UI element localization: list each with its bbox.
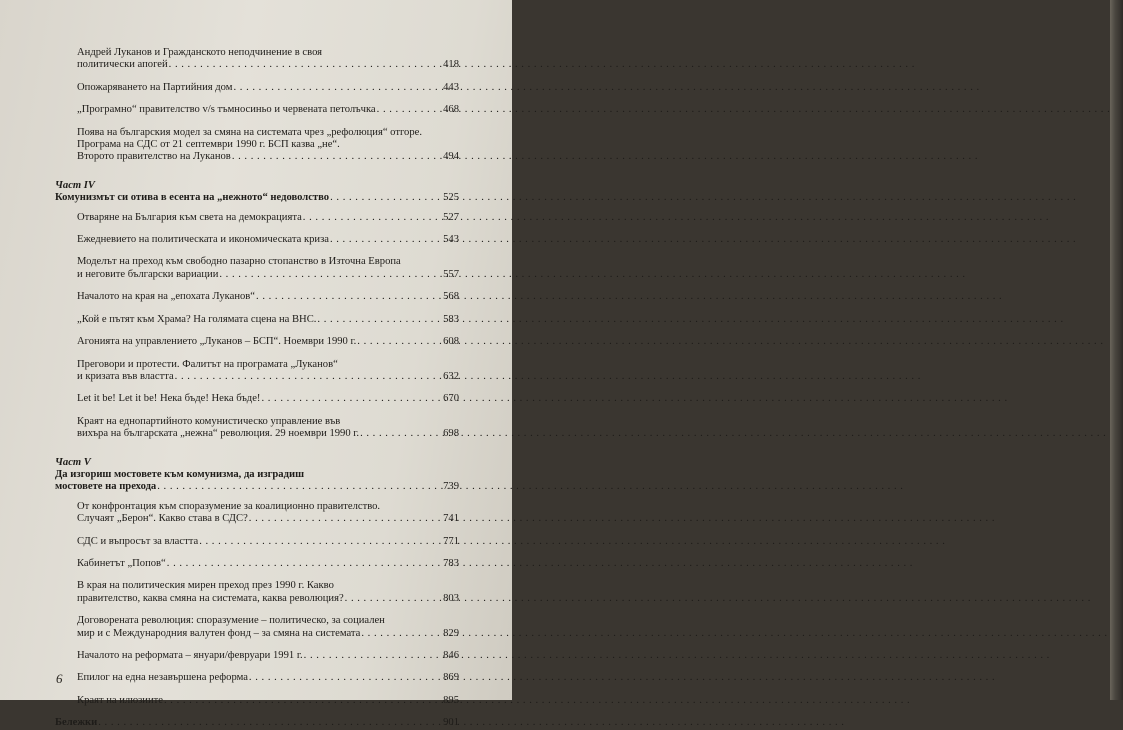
page-folio: 6 xyxy=(56,671,63,686)
toc-entry xyxy=(77,212,459,224)
dot-leader xyxy=(330,192,442,204)
entry-title: вихъра на българската „нежна“ революция. 29 ноември 1990 г. xyxy=(77,428,360,440)
entry-title: Кабинетът „Попов“ xyxy=(77,557,166,569)
page-number: 632 xyxy=(443,370,459,382)
book-spine-shadow xyxy=(1110,0,1123,700)
entry-title: политически апогей xyxy=(77,59,168,71)
toc-entry xyxy=(77,256,459,281)
page-number: 468 xyxy=(443,104,459,116)
part-title: мостовете на прехода xyxy=(55,481,157,493)
dot-leader xyxy=(317,314,442,326)
part-heading xyxy=(55,469,459,494)
notes-entry xyxy=(55,717,459,729)
page-number: 608 xyxy=(443,336,459,348)
dot-leader xyxy=(175,371,442,383)
part-heading xyxy=(55,192,459,204)
entry-text-line: От конфронтация към споразумение за коалиционно правителство. xyxy=(77,500,381,512)
part-label: Част V xyxy=(55,456,91,468)
entry-title: и неговите български вариации xyxy=(77,268,219,280)
page-number: 803 xyxy=(443,592,459,604)
entry-text-line: В края на политическия мирен преход през 1990 г. Какво xyxy=(77,580,334,592)
page-number: 525 xyxy=(443,192,459,204)
page-number: 698 xyxy=(443,428,459,440)
dot-leader xyxy=(164,695,442,707)
dot-leader xyxy=(157,481,442,493)
entry-title: Отваряне на България към света на демокрацията xyxy=(77,211,302,223)
dot-leader xyxy=(330,234,442,246)
entry-text-line: Договорената революция: споразумение – политическо, за социален xyxy=(77,615,385,627)
page-number: 568 xyxy=(443,291,459,303)
page-number: 846 xyxy=(443,650,459,661)
toc-entry xyxy=(77,580,459,605)
entry-text-line: Програма на СДС от 21 септември 1990 г. БСП казва „не“. xyxy=(77,139,340,151)
entry-title: Началото на реформата – януари/февруари 1991 г. xyxy=(77,650,303,661)
dot-leader xyxy=(98,717,442,729)
entry-title: Случаят „Берон“. Какво става в СДС? xyxy=(77,513,248,525)
entry-text-line: Поява на българския модел за смяна на системата чрез „рефолюция“ отгоре. xyxy=(77,126,422,138)
page-number: 771 xyxy=(443,535,459,547)
toc-entry xyxy=(77,615,459,640)
entry-title: „Програмно“ правителство v/s тъмносиньо и червената петолъчка xyxy=(77,104,376,116)
dot-leader xyxy=(249,672,442,684)
page-number: 829 xyxy=(443,627,459,639)
entry-title: Опожаряването на Партийния дом xyxy=(77,81,233,93)
toc-entry xyxy=(77,104,459,116)
dot-leader xyxy=(360,428,442,440)
page-number: 783 xyxy=(443,557,459,569)
page-number: 869 xyxy=(443,672,459,684)
entry-title: и кризата във властта xyxy=(77,370,174,382)
book-page xyxy=(0,0,512,729)
entry-text-line: Моделът на преход към свободно пазарно стопанство в Източна Европа xyxy=(77,256,401,268)
dot-leader xyxy=(199,536,442,548)
entry-title: Агонията на управлението „Луканов – БСП“. Ноември 1990 г. xyxy=(77,336,357,348)
part-title: Комунизмът си отива в есента на „нежното“ недоволство xyxy=(55,192,330,204)
toc-entry xyxy=(77,558,459,570)
entry-text-line: Преговори и протести. Фалитът на програмата „Луканов“ xyxy=(77,358,338,370)
page-number: 443 xyxy=(443,81,459,93)
entry-title: Началото на края на „епохата Луканов“ xyxy=(77,291,256,303)
entry-title: Краят на илюзиите xyxy=(77,694,163,706)
entry-text-line: Андрей Луканов и Гражданското неподчинение в своя xyxy=(77,47,323,58)
dot-leader xyxy=(304,650,442,662)
page-number: 901 xyxy=(443,717,459,729)
dot-leader xyxy=(233,82,442,94)
toc-entry xyxy=(77,536,459,548)
dot-leader xyxy=(261,393,442,405)
toc-entry xyxy=(77,359,459,384)
toc-entry xyxy=(77,695,459,707)
page-number: 670 xyxy=(443,393,459,405)
toc-entry xyxy=(77,47,459,72)
entry-title: Ежедневието на политическата и икономическата криза xyxy=(77,234,329,246)
dot-leader xyxy=(249,513,442,525)
toc-entry xyxy=(77,501,459,526)
dot-leader xyxy=(167,558,442,570)
dot-leader xyxy=(303,212,442,224)
page-number: 739 xyxy=(443,481,459,493)
entry-title: Епилог на една незавършена реформа xyxy=(77,672,248,684)
page-number: 741 xyxy=(443,513,459,525)
toc-entry xyxy=(77,650,459,662)
page-number: 494 xyxy=(443,151,459,163)
part-label: Част IV xyxy=(55,179,96,191)
entry-title: правителство, каква смяна на системата, каква революция? xyxy=(77,592,344,604)
dot-leader xyxy=(361,628,442,640)
entry-title: СДС и въпросът за властта xyxy=(77,535,199,547)
toc-entry xyxy=(77,416,459,441)
toc-entry xyxy=(77,393,459,405)
dot-leader xyxy=(219,269,442,281)
entry-title: Второто правителство на Луканов xyxy=(77,151,231,163)
toc-entry xyxy=(77,127,459,164)
entry-text-line: Краят на еднопартийното комунистическо управление във xyxy=(77,415,341,427)
dot-leader xyxy=(357,336,442,348)
dot-leader xyxy=(345,593,442,605)
dot-leader xyxy=(256,291,442,303)
notes-title: Бележки xyxy=(55,717,98,729)
page-number: 418 xyxy=(443,59,459,71)
dot-leader xyxy=(169,59,442,71)
dot-leader xyxy=(232,151,442,163)
page-number: 895 xyxy=(443,694,459,706)
page-number: 557 xyxy=(443,268,459,280)
toc-entry xyxy=(77,314,459,326)
entry-title: „Кой е пътят към Храма? На голямата сцена на ВНС. xyxy=(77,313,317,325)
table-of-contents xyxy=(55,47,459,730)
toc-entry xyxy=(77,291,459,303)
page-number: 543 xyxy=(443,234,459,246)
page-number: 527 xyxy=(443,211,459,223)
toc-entry xyxy=(77,234,459,246)
toc-entry xyxy=(77,672,459,684)
entry-title: мир и с Международния валутен фонд – за смяна на системата xyxy=(77,627,361,639)
page-number: 583 xyxy=(443,313,459,325)
toc-entry xyxy=(77,82,459,94)
dot-leader xyxy=(377,104,442,116)
entry-title: Let it be! Let it be! Нека бъде! Нека бъде! xyxy=(77,393,261,405)
part-title-line: Да изгориш мостовете към комунизма, да изградиш xyxy=(55,468,305,480)
toc-entry xyxy=(77,336,459,348)
